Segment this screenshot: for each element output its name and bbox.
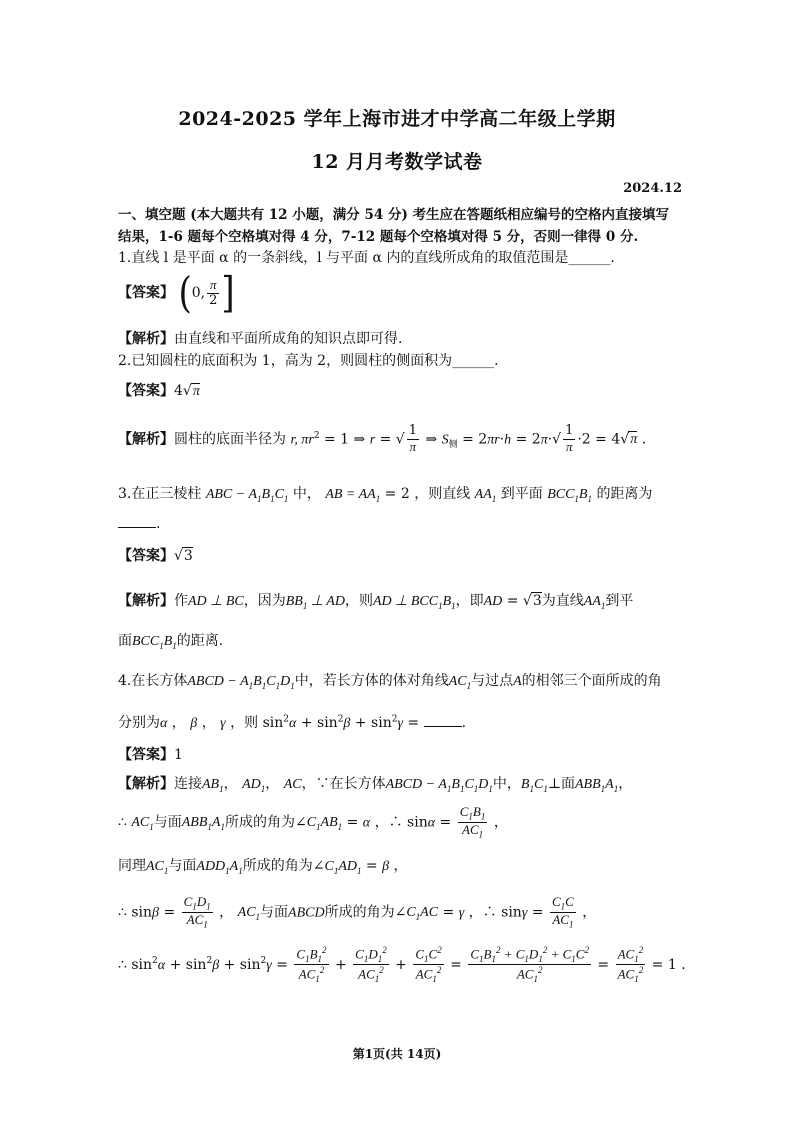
analysis-text: 由直线和平面所成角的知识点即可得. (174, 331, 403, 347)
section-heading-line1: 一、填空题 (本大题共有 12 小题，满分 54 分) 考生应在答题纸相应编号的空格内直接填写 (118, 207, 670, 223)
question-3-blank: . (118, 515, 160, 532)
question-4-analysis-line4: ∴ sinβ = $\frac{C_1D_1}{AC_1}$ ， $AC_1$与面ABCD所成的角为$\angle C_1AC = \gamma$ ，∴ sinγ = $\frac{C_1C}{AC_1}$ ， (118, 894, 597, 930)
section-heading-line2: 结果，1-6 题每个空格填对得 4 分，7-12 题每个空格填对得 5 分，否则一律得 0 分. (118, 229, 639, 245)
question-4-stem: 4.在长方体ABCD − $A_1B_1C_1D_1$中，若长方体的体对角线$AC_1$与过点A的相邻三个面所成的角 (118, 673, 662, 691)
question-4-stem-cont: 分别为α ， β ， γ ，则 $\sin^2\alpha + \sin^2\beta + \sin^2\gamma$ = . (118, 714, 467, 731)
question-4-analysis: 【解析】连接$AB_1$， $AD_1$， AC，∵在长方体ABCD − $A_1B_1C_1D_1$中，$B_1C_1\perp$面$ABB_1A_1$， (118, 776, 633, 794)
question-4-analysis-line3: 同理$AC_1$与面$ADD_1A_1$所成的角为$\angle C_1AD_1 = \beta$ ， (118, 858, 408, 876)
exam-date: 2024.12 (623, 181, 682, 196)
lateral-subscript: 侧 (448, 440, 458, 451)
question-3-stem: 3.在正三棱柱 ABC − $A_1B_1C_1$ 中， AB = $AA_1 = 2$ ，则直线 $AA_1$ 到平面 $BCC_1B_1$ 的距离为 (118, 486, 653, 504)
analysis-label: 【解析】 (118, 331, 174, 347)
question-3-analysis: 【解析】作AD ⊥ BC，因为$BB_1$ ⊥ AD，则AD ⊥ $BCC_1B_1$，即AD = √3为直线$AA_1$到平 (118, 593, 634, 611)
answer-label: 【答案】 (118, 548, 174, 564)
document-title: 2024-2025 学年上海市进才中学高二年级上学期 (178, 108, 616, 130)
question-3-answer: 【答案】√3 (118, 548, 193, 564)
question-1-stem: 1.直线 l 是平面 α 的一条斜线，l 与平面 α 内的直线所成角的取值范围是______. (118, 250, 615, 266)
analysis-text: 圆柱的底面半径为 (174, 431, 286, 448)
answer-label: 【答案】 (118, 383, 174, 399)
question-2-answer: 【答案】4√π (118, 383, 200, 399)
question-3-analysis-cont: 面$BCC_1B_1$的距离. (118, 633, 224, 651)
question-4-analysis-line2: ∴ $AC_1$与面$ABB_1A_1$所成的角为$\angle C_1AB_1 = \alpha$ ，∴ sinα = $\frac{C_1B_1}{AC_1}$ ， (118, 804, 508, 840)
question-2-analysis: 【解析】圆柱的底面半径为 r, $\pi r^2 = 1$ ⇒ r = √ $\frac{1}{\pi}$ ⇒ $S_侧 = 2\pi r\cdot h = 2\pi\cdot√$ $\frac{1}{\pi}$ ·2 = 4√π . (118, 423, 647, 454)
page-footer: 第1页(共 14页) (352, 1047, 442, 1061)
analysis-label: 【解析】 (118, 431, 174, 448)
document-subtitle: 12 月月考数学试卷 (311, 151, 483, 173)
question-1-analysis (118, 328, 402, 348)
answer-label: 【答案】 (118, 747, 174, 763)
question-4-answer: 【答案】1 (118, 747, 183, 763)
analysis-label: 【解析】 (118, 593, 174, 609)
answer-label: 【答案】 (118, 285, 174, 301)
question-4-analysis-line5: ∴ $\sin^2\alpha + \sin^2\beta + \sin^2\gamma$ = $\frac{C_1B_1^2}{AC_1^2}$ + $\frac{C_1D_1^2}{AC_1^2}$ + $\frac{C_1C^2}{AC_1^2}$ = $\frac{C_1B_1^2 + C_1D_1^2 + C_1C^2}{AC_1^2}$ = $\frac{AC_1^2}{AC_1^2}$ = 1 . (118, 945, 686, 985)
analysis-label: 【解析】 (118, 776, 174, 792)
question-1-answer: 【答案】 (0, $\frac{\pi}{2}$ ] (118, 268, 235, 318)
question-2-stem: 2.已知圆柱的底面积为 1，高为 2，则圆柱的侧面积为______. (118, 353, 499, 369)
